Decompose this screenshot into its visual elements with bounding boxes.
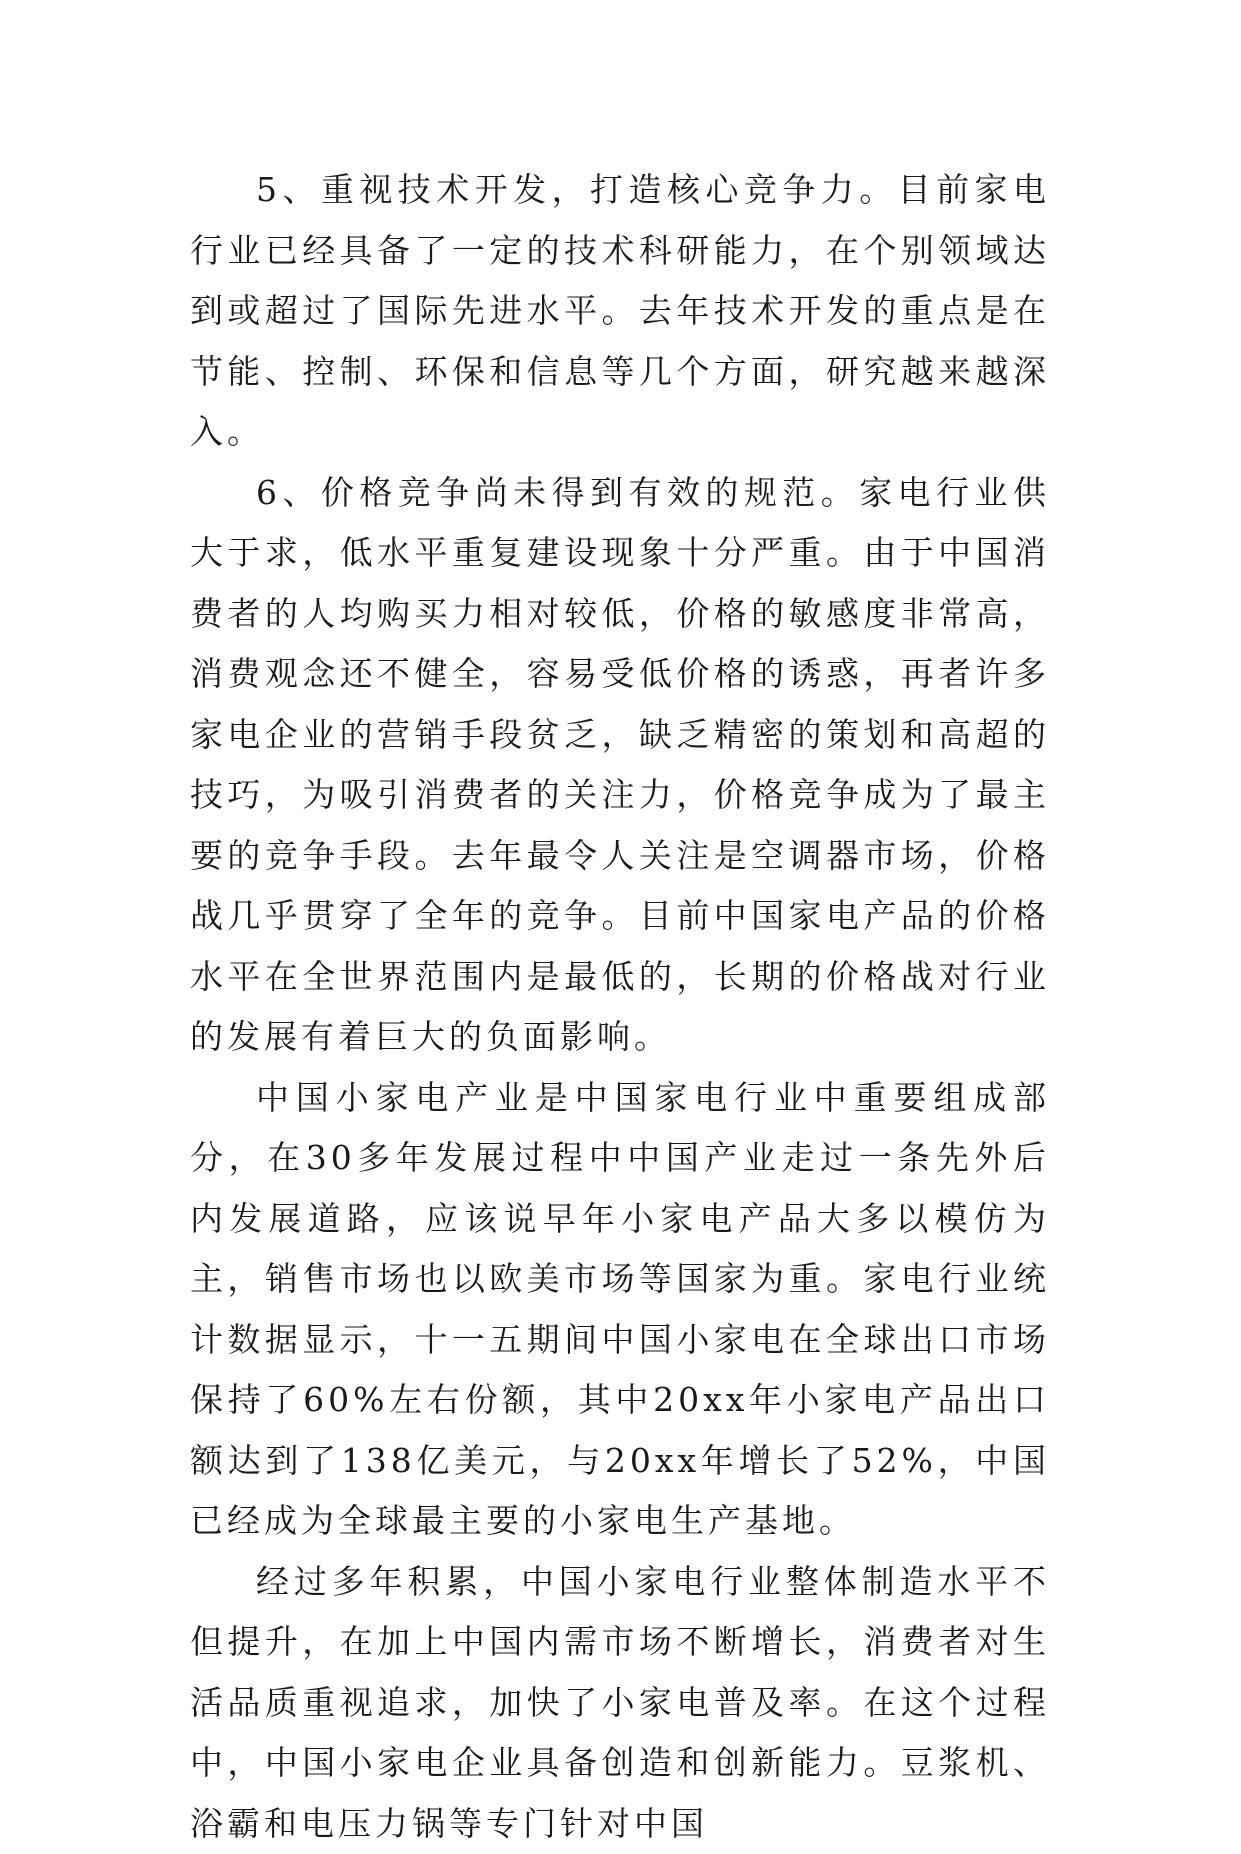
paragraph-technology-development: 5、重视技术开发，打造核心竞争力。目前家电行业已经具备了一定的技术科研能力，在个别领域达到或超过了国际先进水平。去年技术开发的重点是在节能、控制、环保和信息等几个方面，研究越来越深入。: [190, 160, 1050, 463]
document-body: [190, 160, 1050, 1854]
paragraph-manufacturing-level: 经过多年积累，中国小家电行业整体制造水平不但提升，在加上中国内需市场不断增长，消费者对生活品质重视追求，加快了小家电普及率。在这个过程中，中国小家电企业具备创造和创新能力。豆浆机、浴霸和电压力锅等专门针对中国: [190, 1552, 1050, 1854]
paragraph-small-appliance-industry: 中国小家电产业是中国家电行业中重要组成部分，在30多年发展过程中中国产业走过一条先外后内发展道路，应该说早年小家电产品大多以模仿为主，销售市场也以欧美市场等国家为重。家电行业统计数据显示，十一五期间中国小家电在全球出口市场保持了60%左右份额，其中20xx年小家电产品出口额达到了138亿美元，与20xx年增长了52%，中国已经成为全球最主要的小家电生产基地。: [190, 1068, 1050, 1552]
paragraph-price-competition: 6、价格竞争尚未得到有效的规范。家电行业供大于求，低水平重复建设现象十分严重。由于中国消费者的人均购买力相对较低，价格的敏感度非常高，消费观念还不健全，容易受低价格的诱惑，再者许多家电企业的营销手段贫乏，缺乏精密的策划和高超的技巧，为吸引消费者的关注力，价格竞争成为了最主要的竞争手段。去年最令人关注是空调器市场，价格战几乎贯穿了全年的竞争。目前中国家电产品的价格水平在全世界范围内是最低的，长期的价格战对行业的发展有着巨大的负面影响。: [190, 463, 1050, 1068]
